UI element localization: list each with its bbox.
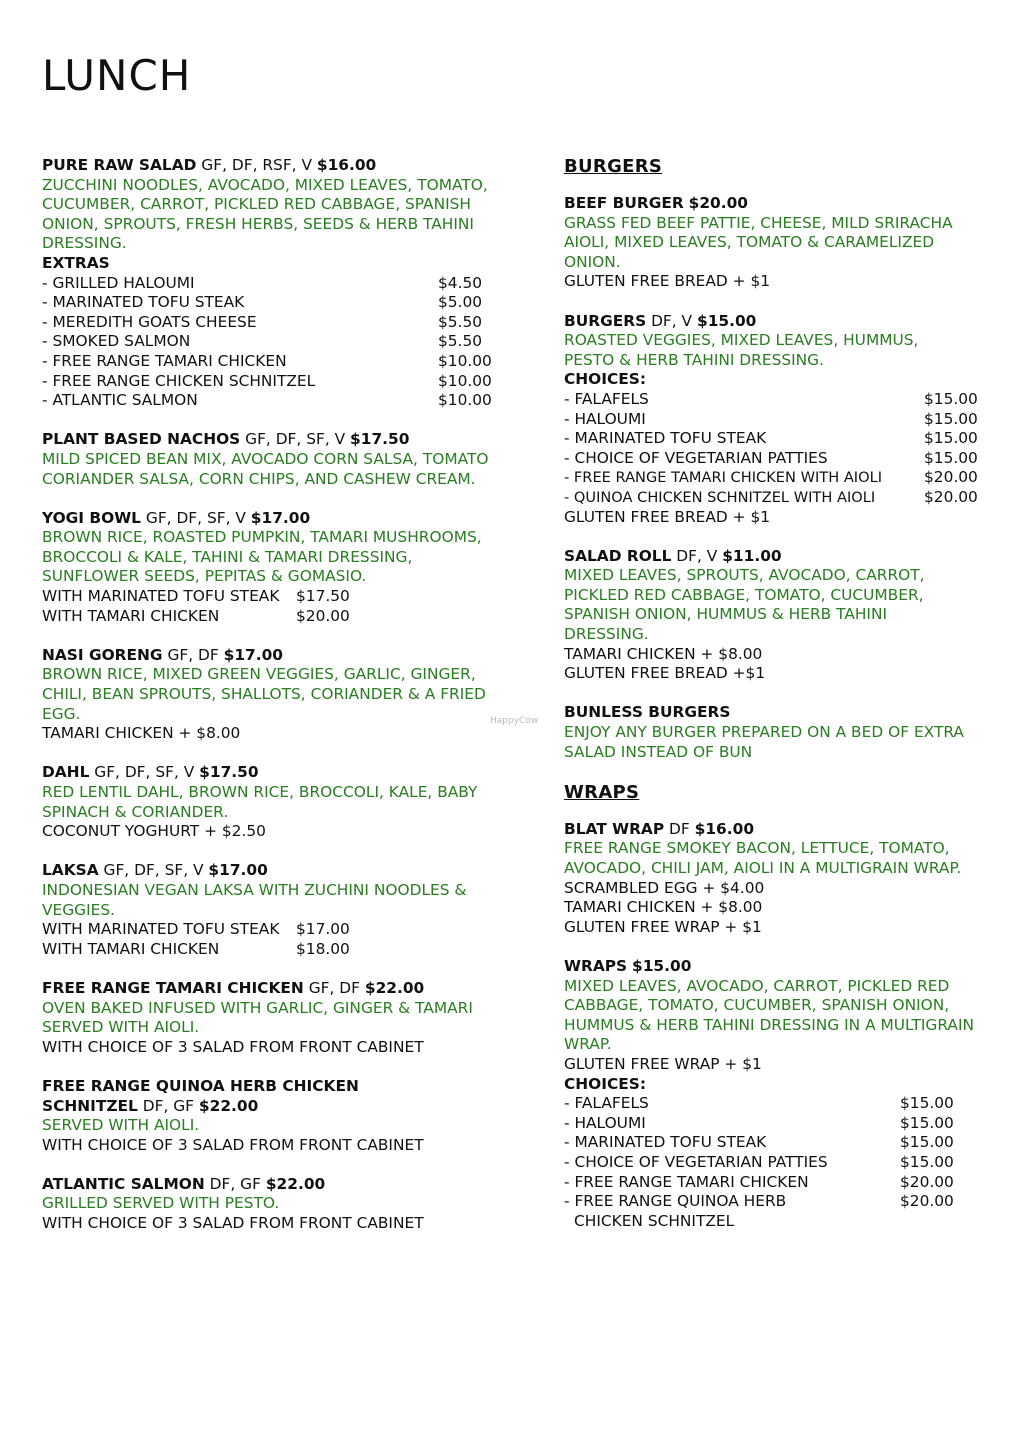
item-extra: TAMARI CHICKEN + $8.00 <box>42 724 241 743</box>
item-tags: DF, V <box>646 311 697 330</box>
extra-label: - SMOKED SALMON <box>42 332 191 351</box>
extra-price: $10.00 <box>438 391 492 410</box>
item-extra: SCRAMBLED EGG + $4.00 <box>564 878 765 897</box>
choice-price: $15.00 <box>900 1094 954 1113</box>
item-description: MIXED LEAVES, AVOCADO, CARROT, PICKLED RED CABBAGE, TOMATO, CUCUMBER, SPANISH ONION, HUMMUS & HERB TAHINI DRESSING IN A MULTIGRAIN WRAP. <box>564 976 975 1054</box>
extra-price: $10.00 <box>438 371 492 390</box>
item-extra: GLUTEN FREE WRAP + $1 <box>564 1054 762 1073</box>
menu-item-free-range-tamari-chicken <box>42 979 512 1057</box>
section-heading-burgers: BURGERS <box>564 156 663 177</box>
choice-label: - CHOICE OF VEGETARIAN PATTIES <box>564 1152 828 1171</box>
item-tags: GF, DF, SF, V <box>98 861 209 880</box>
option-price: $17.50 <box>296 587 350 606</box>
item-name: BLAT WRAP <box>564 819 665 838</box>
extra-line <box>42 352 494 372</box>
menu-item-plant-based-nachos <box>42 430 512 489</box>
item-price: $22.00 <box>364 978 425 997</box>
item-extra: GLUTEN FREE BREAD +$1 <box>564 664 766 683</box>
item-description: ZUCCHINI NOODLES, AVOCADO, MIXED LEAVES, TOMATO, CUCUMBER, CARROT, PICKLED RED CABBAGE, SPANISH ONION, SPROUTS, FRESH HERBS, SEEDS & HERB TAHINI DRESSING. <box>42 175 488 253</box>
choice-label: - CHOICE OF VEGETARIAN PATTIES <box>564 448 828 467</box>
item-description: SERVED WITH AIOLI. <box>42 1116 200 1135</box>
choice-line <box>564 1133 984 1153</box>
menu-item-pure-raw-salad <box>42 156 512 411</box>
menu-item-laksa <box>42 861 512 959</box>
choice-price: $20.00 <box>924 487 978 506</box>
item-tags: GF, DF, SF, V <box>141 508 251 527</box>
extra-label: - FREE RANGE CHICKEN SCHNITZEL <box>42 371 316 390</box>
choice-line <box>564 468 984 488</box>
right-column <box>564 156 984 1251</box>
item-name: DAHL <box>42 763 90 782</box>
extra-label: - GRILLED HALOUMI <box>42 273 195 292</box>
extras-label: EXTRAS <box>42 253 110 272</box>
left-column <box>42 156 512 1253</box>
item-description: GRASS FED BEEF PATTIE, CHEESE, MILD SRIRACHA AIOLI, MIXED LEAVES, TOMATO & CARAMELIZED ONION. <box>564 213 953 271</box>
option-label: WITH TAMARI CHICKEN <box>42 939 220 958</box>
menu-item-yogi-bowl <box>42 509 512 627</box>
item-extra: GLUTEN FREE BREAD + $1 <box>564 272 771 291</box>
item-tags: GF, DF, SF, V <box>240 430 351 449</box>
extra-line <box>42 274 494 294</box>
option-line <box>42 587 512 607</box>
item-name: PLANT BASED NACHOS <box>42 430 241 449</box>
choice-price: $15.00 <box>924 409 978 428</box>
menu-item-blat-wrap <box>564 820 984 938</box>
item-description: MIXED LEAVES, SPROUTS, AVOCADO, CARROT, PICKLED RED CABBAGE, TOMATO, CUCUMBER, SPANISH ONION, HUMMUS & HERB TAHINI DRESSING. <box>564 566 925 644</box>
choice-line <box>564 1114 984 1134</box>
extra-price: $4.50 <box>438 273 483 292</box>
choice-price: $15.00 <box>900 1113 954 1132</box>
item-price: $22.00 <box>198 1096 259 1115</box>
choice-continuation: CHICKEN SCHNITZEL <box>574 1211 735 1230</box>
choice-label: - FALAFELS <box>564 1094 649 1113</box>
choices-label: CHOICES: <box>564 1074 647 1093</box>
choice-line <box>564 429 984 449</box>
item-name: LAKSA <box>42 861 99 880</box>
item-extra: TAMARI CHICKEN + $8.00 <box>564 898 763 917</box>
item-tags: GF, DF <box>162 645 224 664</box>
item-name: SALAD ROLL <box>564 546 672 565</box>
menu-item-wraps <box>564 957 984 1231</box>
choices-label: CHOICES: <box>564 370 647 389</box>
choice-label: - FREE RANGE TAMARI CHICKEN <box>564 1172 809 1191</box>
choice-price: $20.00 <box>900 1172 954 1191</box>
item-name: NASI GORENG <box>42 645 163 664</box>
item-extra: GLUTEN FREE WRAP + $1 <box>564 917 762 936</box>
item-extra: WITH CHOICE OF 3 SALAD FROM FRONT CABINET <box>42 1214 424 1233</box>
extras-list <box>42 274 494 411</box>
item-price: $22.00 <box>265 1174 326 1193</box>
choice-label: - MARINATED TOFU STEAK <box>564 1133 767 1152</box>
item-name: YOGI BOWL <box>42 508 141 527</box>
item-price: $16.00 <box>316 156 377 174</box>
extra-label: - MARINATED TOFU STEAK <box>42 293 245 312</box>
choice-line <box>564 1094 984 1114</box>
menu-item-burgers <box>564 312 984 528</box>
option-line <box>42 920 512 940</box>
choice-label: - HALOUMI <box>564 1113 646 1132</box>
extra-line <box>42 372 494 392</box>
item-description: INDONESIAN VEGAN LAKSA WITH ZUCHINI NOODLES & VEGGIES. <box>42 880 467 919</box>
item-extra: COCONUT YOGHURT + $2.50 <box>42 822 266 841</box>
item-extra: WITH CHOICE OF 3 SALAD FROM FRONT CABINET <box>42 1135 424 1154</box>
item-price: $16.00 <box>694 819 755 838</box>
item-description: BROWN RICE, MIXED GREEN VEGGIES, GARLIC, GINGER, CHILI, BEAN SPROUTS, SHALLOTS, CORIANDER & A FRIED EGG. <box>42 665 486 723</box>
item-name: PURE RAW SALAD <box>42 156 197 174</box>
item-price: $17.50 <box>350 430 410 449</box>
choice-label: - QUINOA CHICKEN SCHNITZEL WITH AIOLI <box>564 488 876 506</box>
item-name: ATLANTIC SALMON <box>42 1174 205 1193</box>
extra-price: $10.00 <box>438 351 492 370</box>
choice-line <box>564 1173 984 1193</box>
item-price: $17.00 <box>250 508 311 527</box>
item-tags: DF <box>664 819 695 838</box>
menu-item-atlantic-salmon <box>42 1175 512 1234</box>
option-price: $17.00 <box>296 920 350 939</box>
item-tags: DF, V <box>671 546 723 565</box>
option-price: $18.00 <box>296 939 350 958</box>
choice-price: $15.00 <box>924 429 978 448</box>
menu-item-salad-roll <box>564 547 984 684</box>
section-heading-wraps: WRAPS <box>564 781 640 803</box>
item-price: $15.00 <box>632 956 692 975</box>
item-price: $20.00 <box>688 194 749 212</box>
item-extra: WITH CHOICE OF 3 SALAD FROM FRONT CABINET <box>42 1037 424 1056</box>
item-extra: GLUTEN FREE BREAD + $1 <box>564 507 771 526</box>
item-extra: TAMARI CHICKEN + $8.00 <box>564 644 763 663</box>
extra-line <box>42 313 494 333</box>
page-title: LUNCH <box>42 51 192 100</box>
item-description: MILD SPICED BEAN MIX, AVOCADO CORN SALSA, TOMATO CORIANDER SALSA, CORN CHIPS, AND CASHEW CREAM. <box>42 449 489 488</box>
item-price: $17.00 <box>208 861 268 880</box>
choice-line <box>564 390 984 410</box>
extra-line <box>42 391 494 411</box>
choice-price: $15.00 <box>924 389 978 408</box>
item-description: ENJOY ANY BURGER PREPARED ON A BED OF EXTRA SALAD INSTEAD OF BUN <box>564 723 964 761</box>
choice-price: $15.00 <box>900 1152 954 1171</box>
option-label: WITH MARINATED TOFU STEAK <box>42 587 280 606</box>
item-price: $11.00 <box>722 546 782 565</box>
menu-item-dahl <box>42 763 512 841</box>
choice-line <box>564 410 984 430</box>
choice-price: $15.00 <box>924 448 978 467</box>
extra-line <box>42 332 494 352</box>
choice-line <box>564 1153 984 1173</box>
extra-price: $5.50 <box>438 332 483 351</box>
item-tags: DF, GF <box>137 1096 199 1115</box>
choice-label: - MARINATED TOFU STEAK <box>564 429 767 448</box>
choice-line <box>564 1192 984 1212</box>
extra-price: $5.00 <box>438 293 483 312</box>
menu-item-quinoa-herb-chicken-schnitzel <box>42 1077 512 1155</box>
choice-label: - FREE RANGE QUINOA HERB <box>564 1192 787 1211</box>
extra-line <box>42 293 494 313</box>
watermark: HappyCow <box>490 716 539 726</box>
choice-label: - FALAFELS <box>564 389 649 408</box>
extra-price: $5.50 <box>438 312 483 331</box>
choice-price: $15.00 <box>900 1133 954 1152</box>
item-price: $17.00 <box>223 645 284 664</box>
menu-item-nasi-goreng <box>42 646 512 744</box>
item-name: BUNLESS BURGERS <box>564 703 731 722</box>
option-label: WITH MARINATED TOFU STEAK <box>42 920 280 939</box>
option-line <box>42 940 512 960</box>
choice-price: $20.00 <box>900 1192 954 1211</box>
item-description: ROASTED VEGGIES, MIXED LEAVES, HUMMUS, PESTO & HERB TAHINI DRESSING. <box>564 331 919 369</box>
item-name: FREE RANGE QUINOA HERB CHICKEN SCHNITZEL <box>42 1076 359 1115</box>
item-tags: GF, DF <box>303 978 365 997</box>
extra-label: - MEREDITH GOATS CHEESE <box>42 312 257 331</box>
item-tags: GF, DF, RSF, V <box>196 156 317 174</box>
item-name: BEEF BURGER <box>564 194 684 212</box>
item-name: FREE RANGE TAMARI CHICKEN <box>42 978 304 997</box>
menu-item-bunless-burgers <box>564 703 984 762</box>
item-tags: GF, DF, SF, V <box>89 763 200 782</box>
item-price: $17.50 <box>199 763 259 782</box>
option-price: $20.00 <box>296 606 350 625</box>
choice-label: - HALOUMI <box>564 409 646 428</box>
item-name: BURGERS <box>564 311 647 330</box>
item-name: WRAPS <box>564 956 628 975</box>
item-tags: DF, GF <box>204 1174 266 1193</box>
option-line <box>42 607 512 627</box>
choice-line <box>564 449 984 469</box>
item-description: BROWN RICE, ROASTED PUMPKIN, TAMARI MUSHROOMS, BROCCOLI & KALE, TAHINI & TAMARI DRESSING, SUNFLOWER SEEDS, PEPITAS & GOMASIO. <box>42 528 482 586</box>
item-description: RED LENTIL DAHL, BROWN RICE, BROCCOLI, KALE, BABY SPINACH & CORIANDER. <box>42 783 478 821</box>
menu-item-beef-burger <box>564 194 984 292</box>
option-label: WITH TAMARI CHICKEN <box>42 606 220 625</box>
extra-label: - FREE RANGE TAMARI CHICKEN <box>42 351 287 370</box>
item-description: OVEN BAKED INFUSED WITH GARLIC, GINGER & TAMARI SERVED WITH AIOLI. <box>42 998 473 1037</box>
extra-label: - ATLANTIC SALMON <box>42 391 198 410</box>
choice-label: - FREE RANGE TAMARI CHICKEN WITH AIOLI <box>564 469 883 487</box>
choice-line <box>564 488 984 508</box>
item-description: FREE RANGE SMOKEY BACON, LETTUCE, TOMATO, AVOCADO, CHILI JAM, AIOLI IN A MULTIGRAIN WRAP. <box>564 839 962 877</box>
item-price: $15.00 <box>696 311 757 330</box>
item-description: GRILLED SERVED WITH PESTO. <box>42 1194 280 1213</box>
choice-price: $20.00 <box>924 468 978 487</box>
